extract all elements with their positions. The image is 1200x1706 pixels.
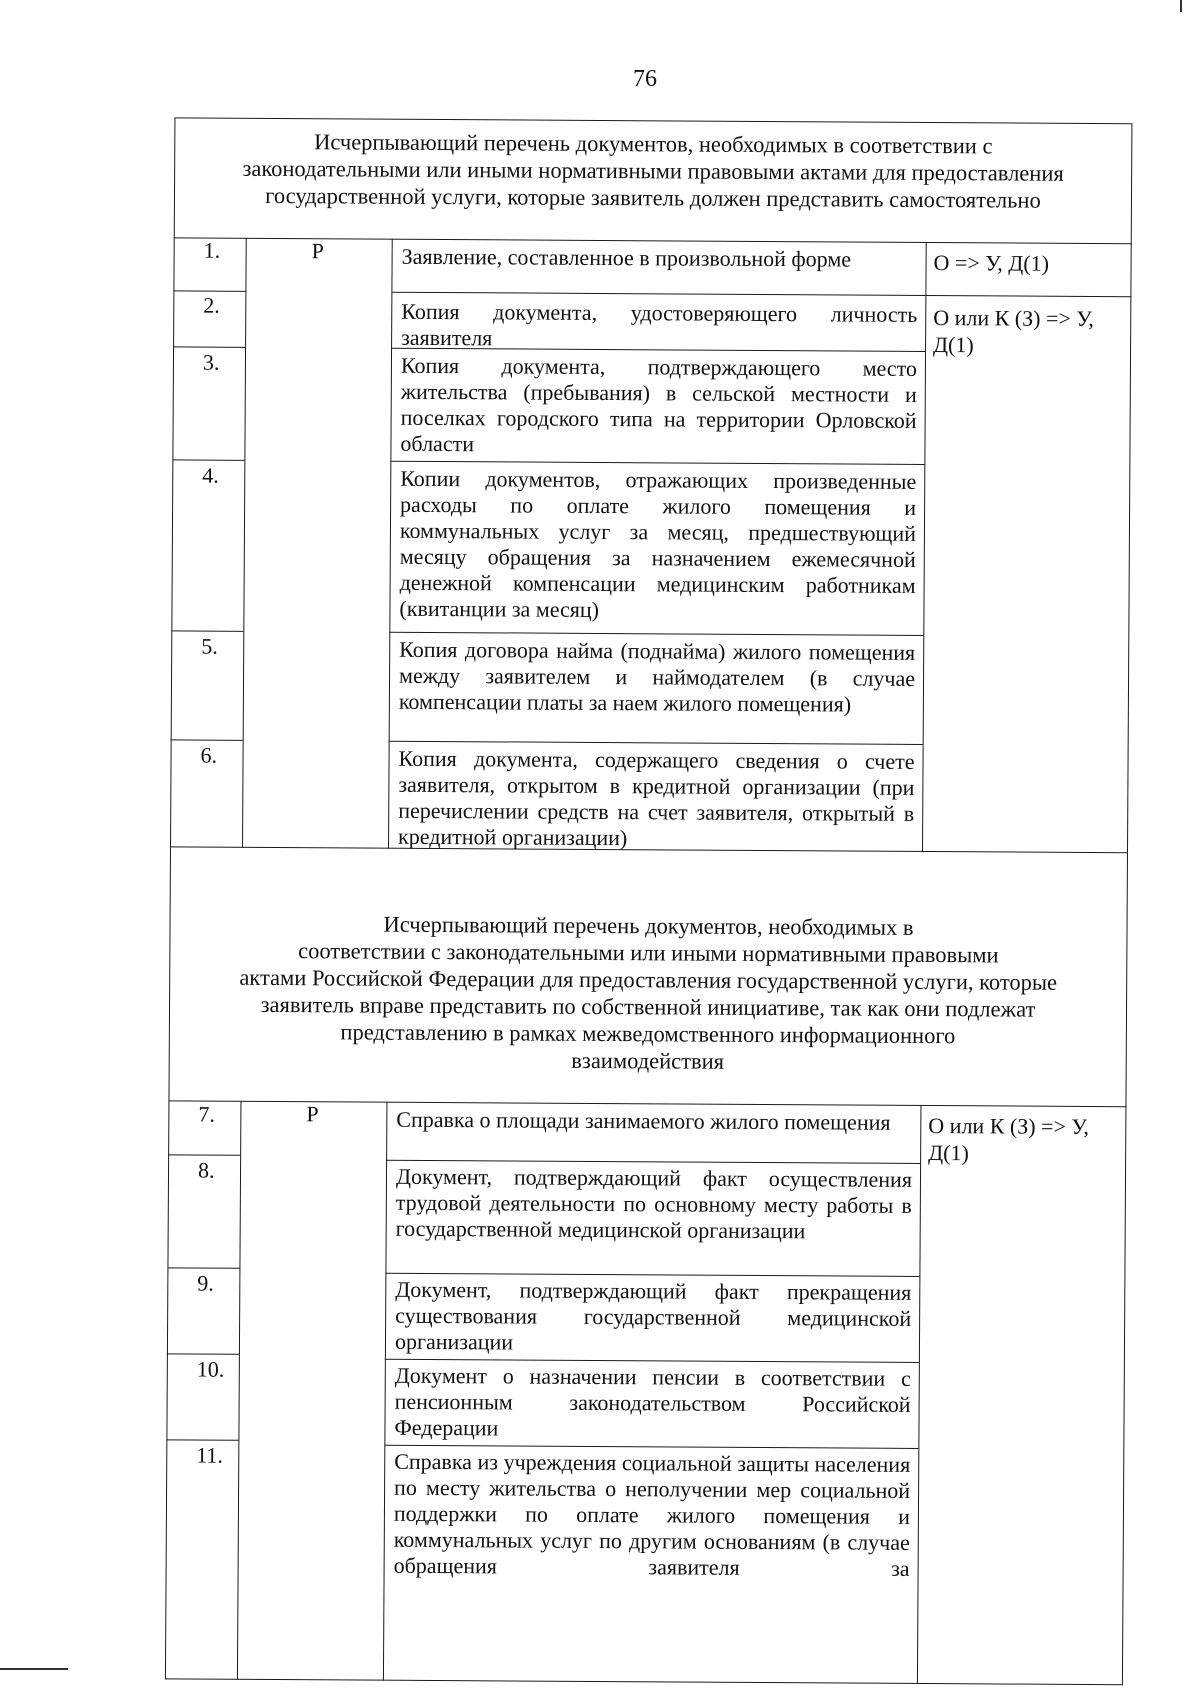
row-number: 7. <box>198 1101 215 1127</box>
document-name: Копия документа, удостоверяющего личность заявителя <box>401 298 918 351</box>
scan-artifact <box>0 1668 68 1670</box>
heading-line: Исчерпывающий перечень документов, необходимых в <box>383 911 914 940</box>
row-number: 3. <box>202 349 220 375</box>
document-name: Копия документа, подтверждающего место жительства (пребывания) в сельской местности и поселках городского типа на территории Орловской области <box>400 352 918 457</box>
document-name: Документ, подтверждающий факт прекращения существования государственной медицинской организации <box>394 1276 912 1355</box>
document-name: Справка из учреждения социальной защиты населения по месту жительства о неполучении мер социальной поддержки по оплате жилого помещения и коммунальных услуг по другим основаниям (в случае обращения заявителя за <box>393 1448 911 1581</box>
heading-line: государственной услуги, которые заявитель должен представить самостоятельно <box>265 182 1041 213</box>
row-number: 1. <box>203 237 221 263</box>
row-number: 4. <box>202 462 219 488</box>
status-mark: Р <box>306 1101 319 1127</box>
requirement-code: О => У, Д(1) <box>933 250 1050 276</box>
heading-line: взаимодействия <box>571 1047 725 1074</box>
scan-artifact <box>1180 0 1182 12</box>
row-number: 9. <box>197 1270 214 1296</box>
row-number: 2. <box>203 292 220 318</box>
document-name: Заявление, составленное в произвольной форме <box>401 243 852 272</box>
heading-line: Исчерпывающий перечень документов, необходимых в соответствии с <box>314 129 993 159</box>
row-number: 6. <box>200 742 218 768</box>
row-number: 5. <box>201 633 218 659</box>
requirement-code: О или К (З) => У, Д(1) <box>928 1113 1089 1166</box>
document-name: Справка о площади занимаемого жилого помещения <box>396 1106 891 1135</box>
document-name: Копия договора найма (поднайма) жилого помещения между заявителем и наймодателем (в случае компенсации платы за наем жилого помещения) <box>398 636 916 717</box>
row-number: 8. <box>197 1157 215 1183</box>
document-name: Документ о назначении пенсии в соответствии с пенсионным законодательством Российской Федерации <box>394 1362 911 1441</box>
row-number: 10. <box>196 1356 225 1382</box>
document-name: Документ, подтверждающий факт осуществления трудовой деятельности по основному месту работы в государственной медицинской организации <box>395 1163 913 1244</box>
document-name: Копия документа, содержащего сведения о счете заявителя, открытом в кредитной организации (при перечислении средств на счет заявителя, открытый в кредитной организации) <box>398 745 915 851</box>
heading-line: актами Российской Федерации для предоставления государственной услуги, которые <box>239 964 1058 995</box>
status-mark: Р <box>311 238 324 264</box>
heading-line: представлению в рамках межведомственного информационного <box>340 1019 956 1049</box>
heading-line: соответствии с законодательными или иными нормативными правовыми <box>298 938 999 968</box>
heading-line: заявитель вправе представить по собственной инициативе, так как они подлежат <box>260 991 1036 1022</box>
document-name: Копии документов, отражающих произведенные расходы по оплате жилого помещения и коммунальных услуг за месяц, предшествующий месяцу обращения за назначением ежемесячной денежной компенсации медицинским работникам (квитанции за месяц) <box>399 465 917 622</box>
section1-heading <box>174 127 1132 214</box>
requirement-code: О или К (З) => У, Д(1) <box>933 305 1094 358</box>
section2-heading <box>169 909 1128 1077</box>
heading-line: законодательными или иными нормативными правовыми актами для предоставления <box>242 155 1064 186</box>
row-number: 11. <box>196 1442 224 1468</box>
page-number: 76 <box>633 66 657 92</box>
